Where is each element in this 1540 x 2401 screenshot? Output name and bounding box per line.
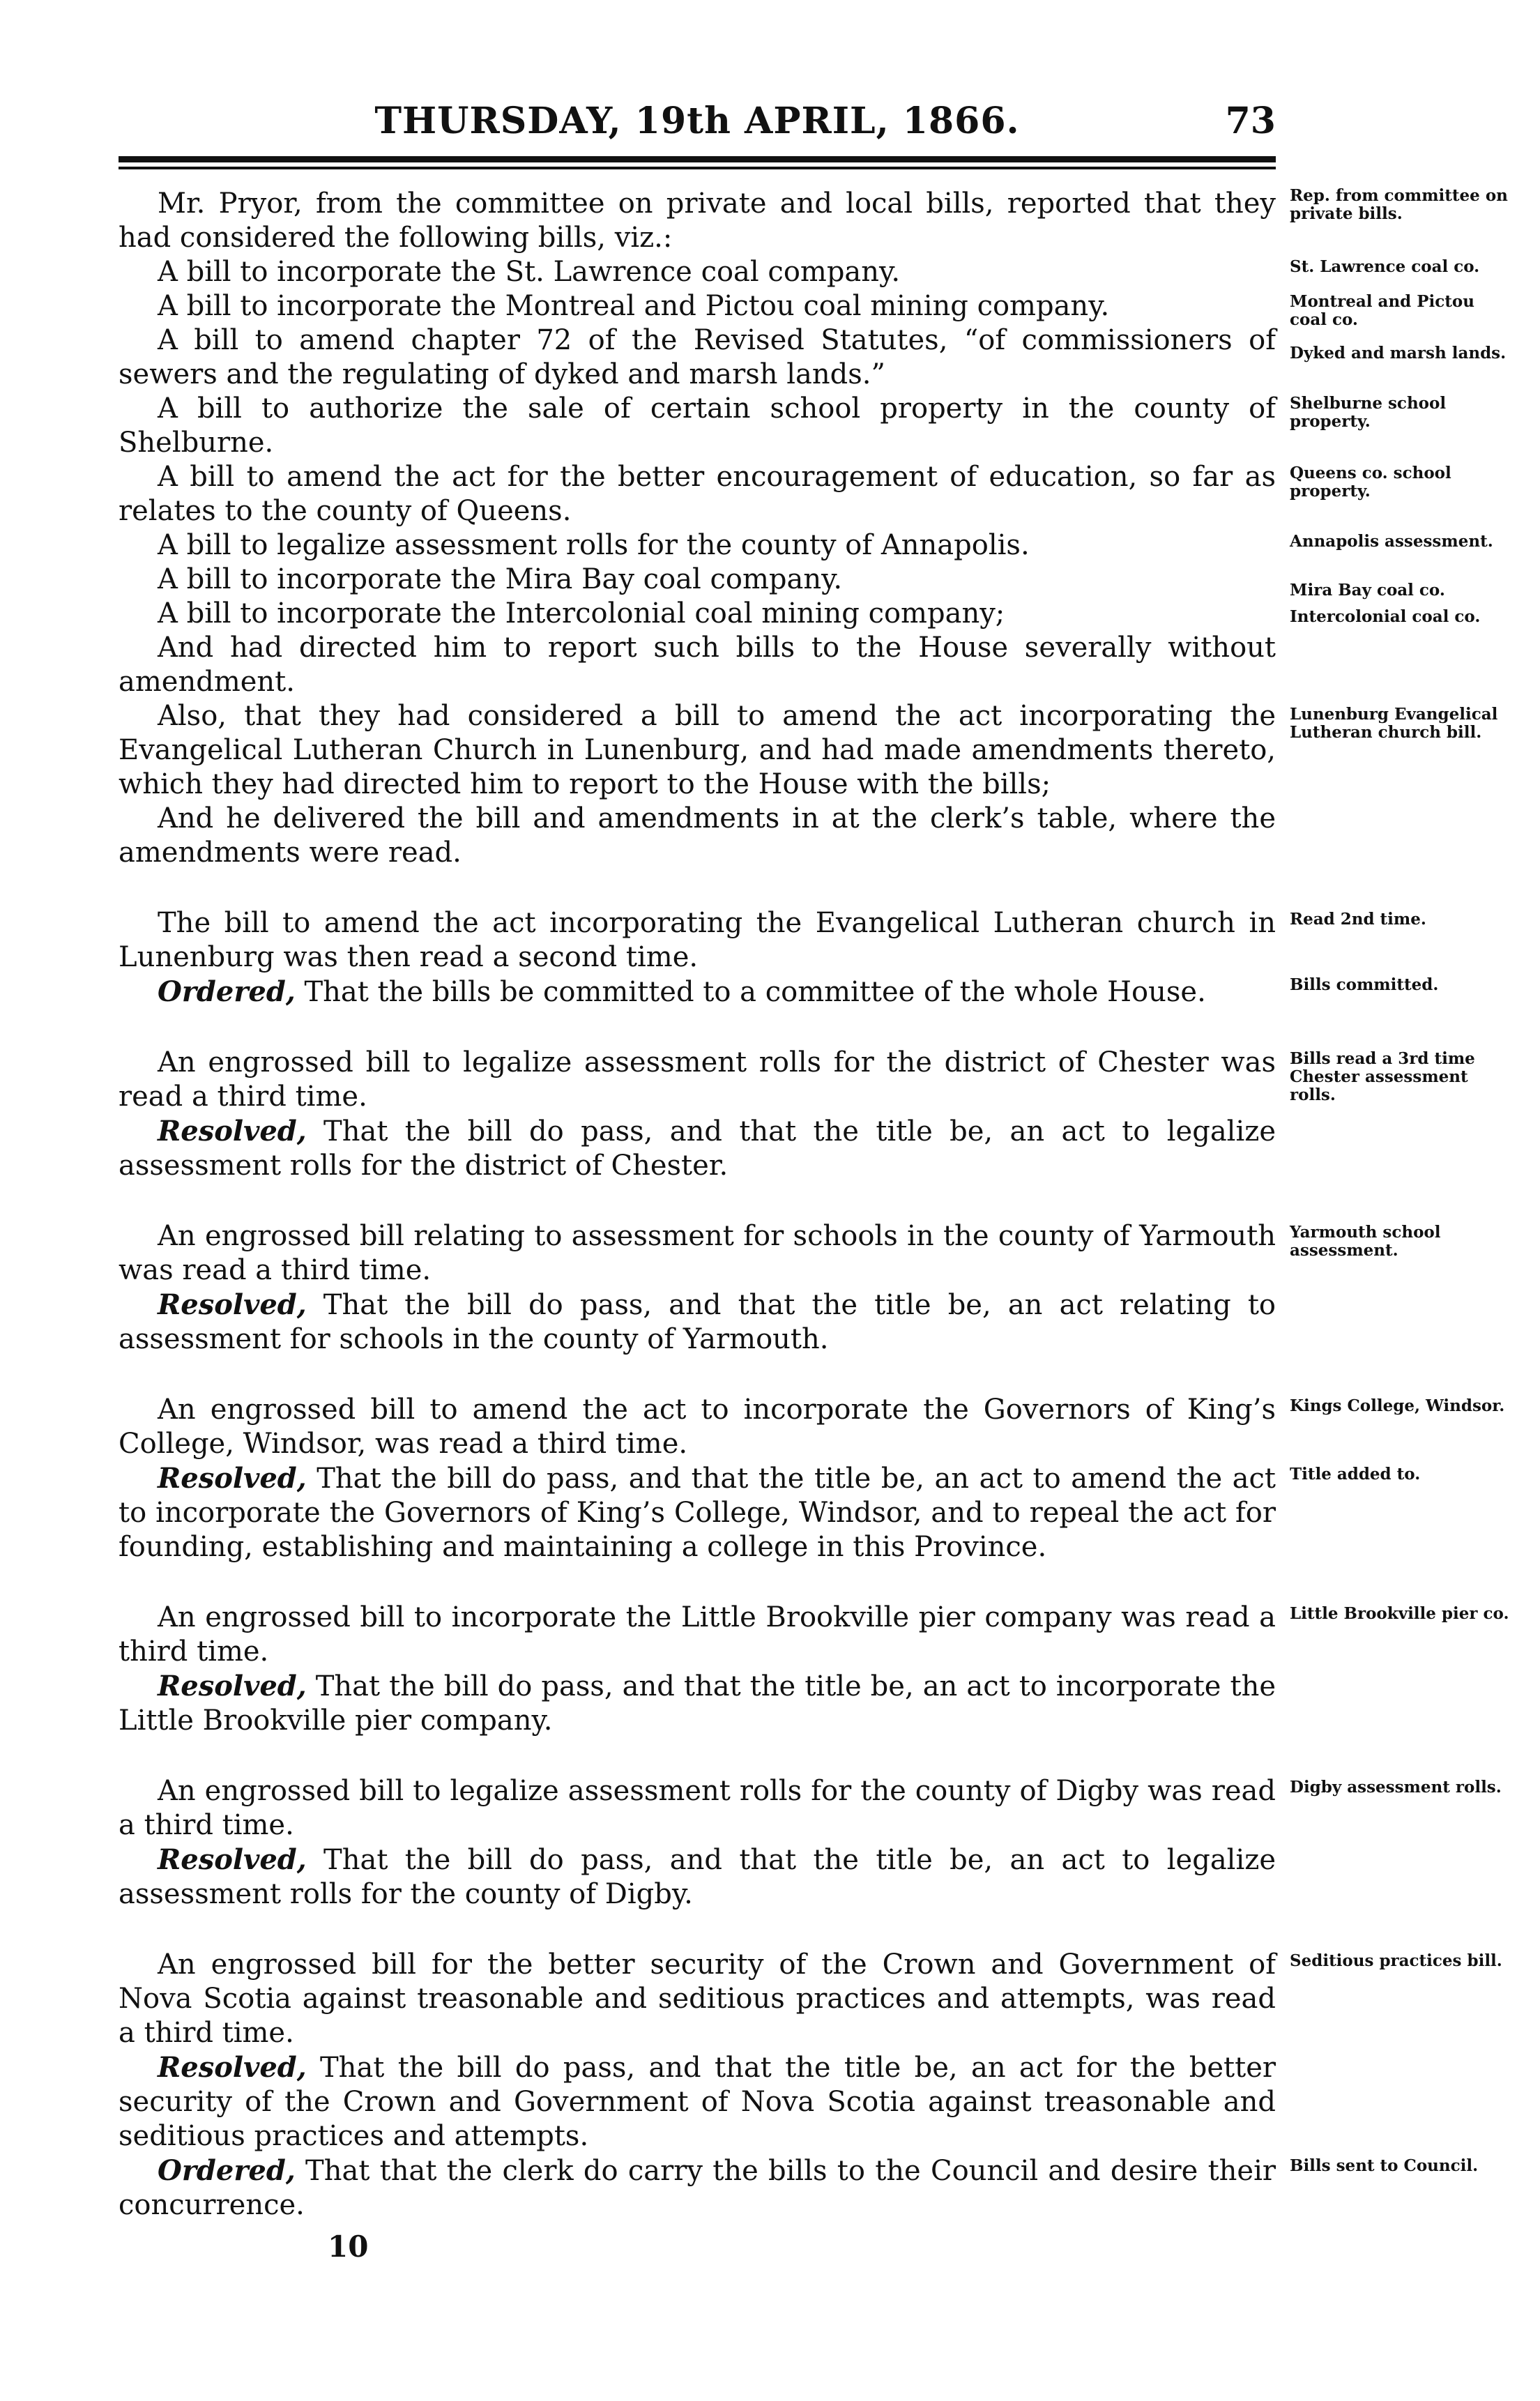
entry-body bbox=[119, 187, 1276, 870]
journal-entry bbox=[119, 906, 1439, 1009]
margin-note: Bills committed. bbox=[1290, 975, 1439, 994]
entry-paragraph: And he delivered the bill and amendments in at the clerk’s table, where the amendments were read. bbox=[119, 802, 1276, 869]
entry-gap bbox=[119, 1357, 1276, 1393]
motion-word: Resolved, bbox=[158, 1462, 307, 1495]
margin-note: Rep. from committee on private bills. bbox=[1290, 186, 1508, 223]
margin-note: Dyked and marsh lands. bbox=[1290, 344, 1507, 363]
entry-paragraph: An engrossed bill to legalize assessment rolls for the county of Digby was read a third time. bbox=[119, 1775, 1276, 1841]
entry-paragraph: Resolved, That the bill do pass, and that the title be, an act to amend the act to incorporate the Governors of King’s College, Windsor, and to repeal the act for founding, establishing and maintaining a college in this Province. bbox=[119, 1462, 1276, 1563]
entry-body bbox=[119, 1393, 1276, 1564]
entry-paragraph: A bill to incorporate the Montreal and Pictou coal mining company. bbox=[158, 290, 1110, 322]
journal-entry bbox=[119, 1948, 1502, 2223]
entry-paragraph: An engrossed bill to amend the act to incorporate the Governors of King’s College, Windsor, was read a third time. bbox=[119, 1394, 1276, 1460]
margin-note: Mira Bay coal co. bbox=[1290, 581, 1445, 600]
entry-body bbox=[119, 1774, 1276, 1912]
journal-entry bbox=[119, 186, 1508, 870]
entry-gap bbox=[119, 1912, 1276, 1948]
entry-paragraph: A bill to amend chapter 72 of the Revised Statutes, “of commissioners of sewers and the regulating of dyked and marsh lands.” bbox=[119, 324, 1276, 390]
entry-gap bbox=[119, 1738, 1276, 1774]
journal-entry bbox=[119, 1219, 1441, 1357]
entry-body bbox=[119, 906, 1276, 1009]
page-title: THURSDAY, 19th APRIL, 1866. bbox=[374, 100, 1020, 142]
entry-gap bbox=[119, 1564, 1276, 1601]
motion-word: Resolved, bbox=[158, 2051, 307, 2084]
journal-entry bbox=[119, 1046, 1475, 1183]
margin-note: Seditious practices bill. bbox=[1290, 1951, 1502, 1970]
margin-note: Montreal and Pictou coal co. bbox=[1290, 292, 1474, 329]
motion-word: Resolved, bbox=[158, 1115, 307, 1148]
journal-entries bbox=[119, 186, 1509, 2223]
margin-note: Title added to. bbox=[1290, 1465, 1421, 1484]
margin-note: Bills sent to Council. bbox=[1290, 2156, 1479, 2175]
entry-paragraph: The bill to amend the act incorporating the Evangelical Lutheran church in Lunenburg was then read a second time. bbox=[119, 907, 1276, 973]
page-number: 73 bbox=[1225, 100, 1276, 142]
entry-paragraph: And had directed him to report such bills to the House severally without amendment. bbox=[119, 632, 1276, 698]
entry-body bbox=[119, 1601, 1276, 1738]
entry-paragraph: Resolved, That the bill do pass, and that the title be, an act to incorporate the Little Brookville pier company. bbox=[119, 1670, 1276, 1737]
entry-paragraph: A bill to amend the act for the better encouragement of education, so far as relates to the county of Queens. bbox=[119, 461, 1276, 527]
motion-word: Resolved, bbox=[158, 1843, 307, 1876]
entry-paragraph: A bill to incorporate the Intercolonial coal mining company; bbox=[158, 597, 1005, 630]
margin-note: Bills read a 3rd time Chester assessment rolls. bbox=[1290, 1049, 1475, 1104]
entry-paragraph: An engrossed bill relating to assessment for schools in the county of Yarmouth was read a third time. bbox=[119, 1220, 1276, 1286]
margin-note: Queens co. school property. bbox=[1290, 464, 1451, 501]
margin-note: Little Brookville pier co. bbox=[1290, 1604, 1509, 1623]
entry-paragraph: A bill to legalize assessment rolls for the county of Annapolis. bbox=[158, 529, 1030, 561]
margin-note: Intercolonial coal co. bbox=[1290, 607, 1481, 626]
entry-paragraph: Resolved, That the bill do pass, and that the title be, an act to legalize assessment rolls for the district of Chester. bbox=[119, 1115, 1276, 1182]
margin-note: Annapolis assessment. bbox=[1290, 532, 1493, 551]
entry-paragraph: Resolved, That the bill do pass, and that the title be, an act to legalize assessment rolls for the county of Digby. bbox=[119, 1843, 1276, 1910]
signature-mark: 10 bbox=[328, 2230, 369, 2264]
margin-note: St. Lawrence coal co. bbox=[1290, 257, 1480, 276]
motion-word: Ordered, bbox=[158, 975, 296, 1008]
entry-paragraph: Resolved, That the bill do pass, and that the title be, an act for the better security of the Crown and Government of Nova Scotia against treasonable and seditious practices and attempts. bbox=[119, 2051, 1276, 2152]
header-rule-thick bbox=[119, 156, 1276, 162]
entry-body bbox=[119, 1219, 1276, 1357]
header-rule-thin bbox=[119, 167, 1276, 169]
entry-paragraph: Ordered, That the bills be committed to a committee of the whole House. bbox=[158, 975, 1206, 1008]
motion-word: Resolved, bbox=[158, 1288, 307, 1321]
margin-note: Kings College, Windsor. bbox=[1290, 1396, 1505, 1415]
entry-paragraph: An engrossed bill to incorporate the Little Brookville pier company was read a third time. bbox=[119, 1601, 1276, 1668]
entry-paragraph: Resolved, That the bill do pass, and that the title be, an act relating to assessment for schools in the county of Yarmouth. bbox=[119, 1288, 1276, 1355]
entry-paragraph: Mr. Pryor, from the committee on private and local bills, reported that they had considered the following bills, viz.: bbox=[119, 188, 1276, 254]
entry-paragraph: A bill to incorporate the St. Lawrence coal company. bbox=[158, 256, 901, 288]
journal-entry bbox=[119, 1774, 1502, 1912]
page-header bbox=[119, 94, 1276, 150]
entry-paragraph: A bill to incorporate the Mira Bay coal company. bbox=[158, 563, 843, 595]
margin-note: Shelburne school property. bbox=[1290, 394, 1447, 431]
entry-gap bbox=[119, 1009, 1276, 1046]
entry-gap bbox=[119, 1183, 1276, 1219]
entry-paragraph: A bill to authorize the sale of certain school property in the county of Shelburne. bbox=[119, 392, 1276, 459]
motion-word: Resolved, bbox=[158, 1670, 307, 1702]
margin-note: Digby assessment rolls. bbox=[1290, 1778, 1502, 1797]
entry-paragraph: An engrossed bill to legalize assessment rolls for the district of Chester was read a third time. bbox=[119, 1046, 1276, 1113]
entry-paragraph: An engrossed bill for the better security of the Crown and Government of Nova Scotia against treasonable and seditious practices and attempts, was read a third time. bbox=[119, 1949, 1276, 2049]
entry-paragraph: Also, that they had considered a bill to amend the act incorporating the Evangelical Lutheran Church in Lunenburg, and had made amendments thereto, which they had directed him to report to the House with the bills; bbox=[119, 700, 1276, 800]
journal-entry bbox=[119, 1393, 1505, 1564]
margin-note: Yarmouth school assessment. bbox=[1290, 1223, 1441, 1260]
margin-note: Read 2nd time. bbox=[1290, 910, 1426, 929]
motion-word: Ordered, bbox=[158, 2154, 296, 2187]
margin-note: Lunenburg Evangelical Lutheran church bill. bbox=[1290, 705, 1498, 742]
journal-entry bbox=[119, 1601, 1509, 1738]
entry-gap bbox=[119, 870, 1276, 906]
entry-body bbox=[119, 1948, 1276, 2223]
entry-body bbox=[119, 1046, 1276, 1183]
entry-paragraph: Ordered, That that the clerk do carry the bills to the Council and desire their concurrence. bbox=[119, 2154, 1276, 2221]
